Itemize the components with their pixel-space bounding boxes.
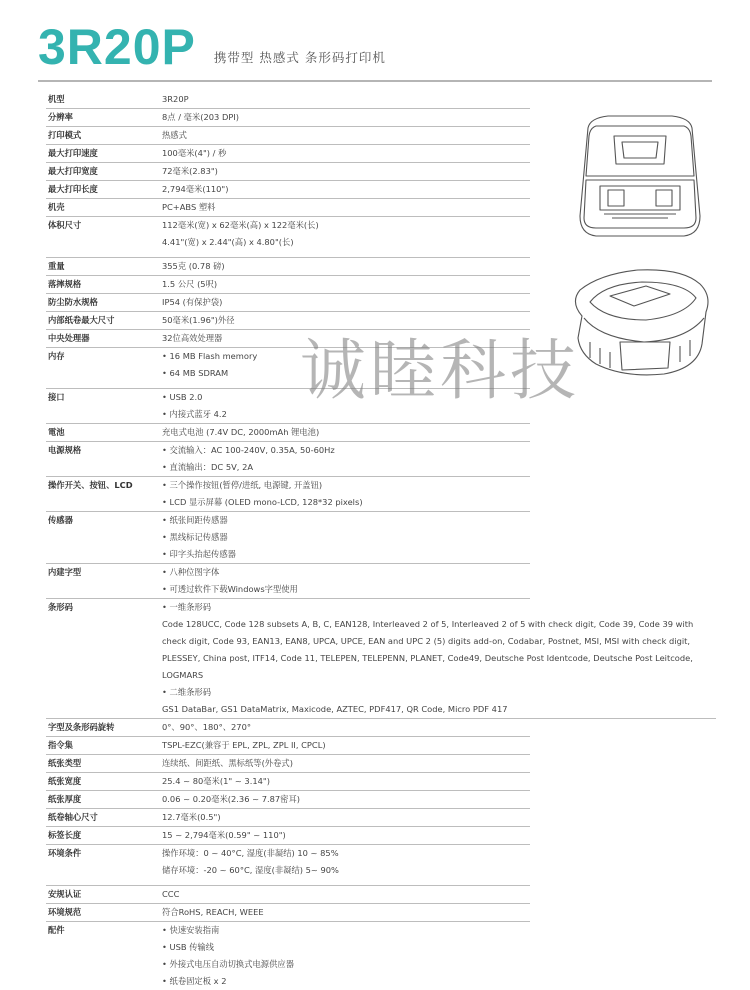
spec-value: check digit, Code 93, EAN13, EAN8, UPCA, UPCE, EAN and UPC 2 (5) digits add-on, Codabar, Postnet, MSI, MSI with check digit,	[162, 636, 691, 646]
spec-row	[46, 312, 530, 330]
spec-values	[162, 886, 530, 903]
spec-values	[162, 217, 530, 257]
spec-values	[162, 791, 530, 808]
spec-value: 8点 / 毫米(203 DPI)	[162, 112, 240, 122]
spec-values	[162, 773, 530, 790]
spec-values	[162, 477, 530, 511]
spec-value: 储存环境：-20 ~ 60°C, 湿度(非凝结) 5~ 90%	[162, 865, 339, 875]
spec-values	[162, 719, 530, 736]
spec-value: IP54 (有保护袋)	[162, 297, 223, 307]
spec-values	[162, 599, 716, 718]
spec-label: 纸张厚度	[48, 794, 82, 804]
spec-value: 2,794毫米(110")	[162, 184, 229, 194]
spec-label: 分辨率	[48, 112, 73, 122]
spec-row	[46, 91, 530, 109]
spec-label: 环境规范	[48, 907, 82, 917]
spec-value: • 快速安装指南	[162, 925, 220, 935]
spec-row	[46, 512, 530, 564]
spec-values	[162, 127, 530, 144]
spec-value: 连续纸、间距纸、黑标纸等(外卷式)	[162, 758, 293, 768]
spec-label: 最大打印长度	[48, 184, 98, 194]
spec-value: 72毫米(2.83")	[162, 166, 218, 176]
product-subtitle: 携带型 热感式 条形码打印机	[213, 50, 386, 65]
spec-row	[46, 424, 530, 442]
spec-values	[162, 91, 530, 108]
spec-values	[162, 181, 530, 198]
spec-values	[162, 922, 530, 990]
spec-label: 纸张类型	[48, 758, 82, 768]
spec-value: • 八种位图字体	[162, 567, 220, 577]
spec-label: 纸张宽度	[48, 776, 82, 786]
spec-value: 100毫米(4") / 秒	[162, 148, 227, 158]
spec-label: 操作开关、按钮、LCD	[48, 480, 133, 490]
spec-row	[46, 809, 530, 827]
spec-value: • 纸卷固定板 x 2	[162, 976, 227, 986]
spec-label: 内部纸卷最大尺寸	[48, 315, 115, 325]
spec-row	[46, 845, 530, 886]
spec-value: TSPL-EZC(兼容于 EPL, ZPL, ZPL II, CPCL)	[162, 740, 326, 750]
spec-value: 充电式电池 (7.4V DC, 2000mAh 锂电池)	[162, 427, 320, 437]
spec-value: Code 128UCC, Code 128 subsets A, B, C, EAN128, Interleaved 2 of 5, Interleaved 2 of 5 with check digit, Code 39, Code 39 with	[162, 619, 694, 629]
spec-row	[46, 599, 716, 719]
spec-row	[46, 755, 530, 773]
spec-row	[46, 181, 530, 199]
spec-value: 热感式	[162, 130, 187, 140]
spec-value: • 交流输入：AC 100-240V, 0.35A, 50-60Hz	[162, 445, 335, 455]
spec-values	[162, 276, 530, 293]
spec-label: 机壳	[48, 202, 65, 212]
spec-values	[162, 199, 530, 216]
spec-label: 条形码	[48, 602, 73, 612]
spec-values	[162, 109, 530, 126]
spec-row	[46, 773, 530, 791]
spec-value: • USB 2.0	[162, 392, 203, 402]
spec-value: • 印字头抬起传感器	[162, 549, 236, 559]
spec-label: 安规认证	[48, 889, 82, 899]
spec-label: 中央处理器	[48, 333, 90, 343]
spec-row	[46, 827, 530, 845]
spec-row	[46, 442, 530, 477]
spec-value: • 黑线标记传感器	[162, 532, 228, 542]
spec-row	[46, 719, 530, 737]
spec-label: 打印模式	[48, 130, 82, 140]
spec-label: 落摔规格	[48, 279, 82, 289]
spec-values	[162, 312, 530, 329]
spec-row	[46, 109, 530, 127]
spec-row	[46, 922, 530, 990]
spec-value: 25.4 ~ 80毫米(1" ~ 3.14")	[162, 776, 270, 786]
spec-label: 内存	[48, 351, 65, 361]
spec-value: 操作环境：0 ~ 40°C, 湿度(非凝结) 10 ~ 85%	[162, 848, 339, 858]
spec-value: 1.5 公尺 (5呎)	[162, 279, 218, 289]
spec-row	[46, 477, 530, 512]
spec-value: 50毫米(1.96")外径	[162, 315, 235, 325]
spec-value: 4.41"(宽) x 2.44"(高) x 4.80"(长)	[162, 237, 294, 247]
spec-value: LOGMARS	[162, 670, 204, 680]
spec-value: • 外接式电压自动切换式电源供应器	[162, 959, 294, 969]
spec-value: • 三个操作按钮(暂停/进纸, 电源键, 开盖钮)	[162, 480, 323, 490]
spec-value: 符合RoHS, REACH, WEEE	[162, 907, 264, 917]
spec-row	[46, 127, 530, 145]
spec-values	[162, 294, 530, 311]
spec-label: 防尘防水规格	[48, 297, 98, 307]
spec-row	[46, 791, 530, 809]
spec-value: • 内接式蓝牙 4.2	[162, 409, 227, 419]
spec-label: 電池	[48, 427, 65, 437]
spec-value: 3R20P	[162, 94, 189, 104]
spec-value: • 直流输出：DC 5V, 2A	[162, 462, 254, 472]
spec-row	[46, 564, 530, 599]
spec-label: 重量	[48, 261, 65, 271]
spec-row	[46, 199, 530, 217]
spec-label: 配件	[48, 925, 65, 935]
spec-values	[162, 512, 530, 563]
spec-value: 355克 (0.78 磅)	[162, 261, 225, 271]
spec-label: 环境条件	[48, 848, 82, 858]
spec-value: • LCD 显示屏幕 (OLED mono-LCD, 128*32 pixels)	[162, 497, 363, 507]
spec-label: 机型	[48, 94, 65, 104]
spec-value: 112毫米(宽) x 62毫米(高) x 122毫米(长)	[162, 220, 319, 230]
model-title: 3R20P	[38, 19, 196, 75]
spec-value: • USB 传输线	[162, 942, 215, 952]
spec-value: 15 ~ 2,794毫米(0.59" ~ 110")	[162, 830, 286, 840]
spec-values	[162, 424, 530, 441]
spec-value: • 16 MB Flash memory	[162, 351, 258, 361]
spec-label: 体积尺寸	[48, 220, 82, 230]
spec-value: • 纸张间距传感器	[162, 515, 228, 525]
spec-label: 指令集	[48, 740, 73, 750]
spec-row	[46, 886, 530, 904]
spec-label: 电源规格	[48, 445, 82, 455]
spec-label: 字型及条形码旋转	[48, 722, 115, 732]
spec-row	[46, 217, 530, 258]
spec-row	[46, 737, 530, 755]
spec-value: 12.7毫米(0.5")	[162, 812, 221, 822]
spec-value: • 一维条形码	[162, 602, 212, 612]
spec-values	[162, 258, 530, 275]
page-header	[38, 12, 386, 75]
spec-label: 最大打印宽度	[48, 166, 98, 176]
spec-row	[46, 258, 530, 276]
spec-value: CCC	[162, 889, 180, 899]
spec-label: 纸卷轴心尺寸	[48, 812, 98, 822]
header-divider	[38, 80, 712, 82]
spec-row	[46, 145, 530, 163]
spec-value: • 可透过软件下载Windows字型使用	[162, 584, 298, 594]
spec-values	[162, 845, 530, 885]
spec-gap	[162, 251, 530, 257]
spec-values	[162, 904, 530, 921]
spec-value: 0°、90°、180°、270°	[162, 722, 251, 732]
spec-row	[46, 294, 530, 312]
spec-value: PLESSEY, China post, ITF14, Code 11, TELEPEN, TELEPENN, PLANET, Code49, Deutsche Post Identcode, Deutsche Post Leitcode,	[162, 653, 693, 663]
spec-values	[162, 737, 530, 754]
spec-values	[162, 442, 530, 476]
spec-row	[46, 904, 530, 922]
spec-values	[162, 163, 530, 180]
watermark-text: 诚睦科技	[300, 332, 580, 409]
spec-value: GS1 DataBar, GS1 DataMatrix, Maxicode, AZTEC, PDF417, QR Code, Micro PDF 417	[162, 704, 508, 714]
spec-values	[162, 809, 530, 826]
printer-drawing	[560, 106, 720, 396]
spec-values	[162, 564, 530, 598]
spec-row	[46, 163, 530, 181]
spec-label: 最大打印速度	[48, 148, 98, 158]
spec-value: 0.06 ~ 0.20毫米(2.36 ~ 7.87密耳)	[162, 794, 301, 804]
spec-values	[162, 827, 530, 844]
spec-label: 内建字型	[48, 567, 82, 577]
spec-value: • 64 MB SDRAM	[162, 368, 229, 378]
spec-label: 标签长度	[48, 830, 82, 840]
spec-row	[46, 276, 530, 294]
spec-value: • 二维条形码	[162, 687, 212, 697]
spec-gap	[162, 879, 530, 885]
spec-values	[162, 145, 530, 162]
spec-value: PC+ABS 塑料	[162, 202, 216, 212]
spec-label: 传感器	[48, 515, 73, 525]
spec-value: 32位高效处理器	[162, 333, 223, 343]
printer-illustration	[560, 106, 720, 396]
spec-label: 接口	[48, 392, 65, 402]
spec-values	[162, 755, 530, 772]
spec-table	[46, 91, 694, 990]
